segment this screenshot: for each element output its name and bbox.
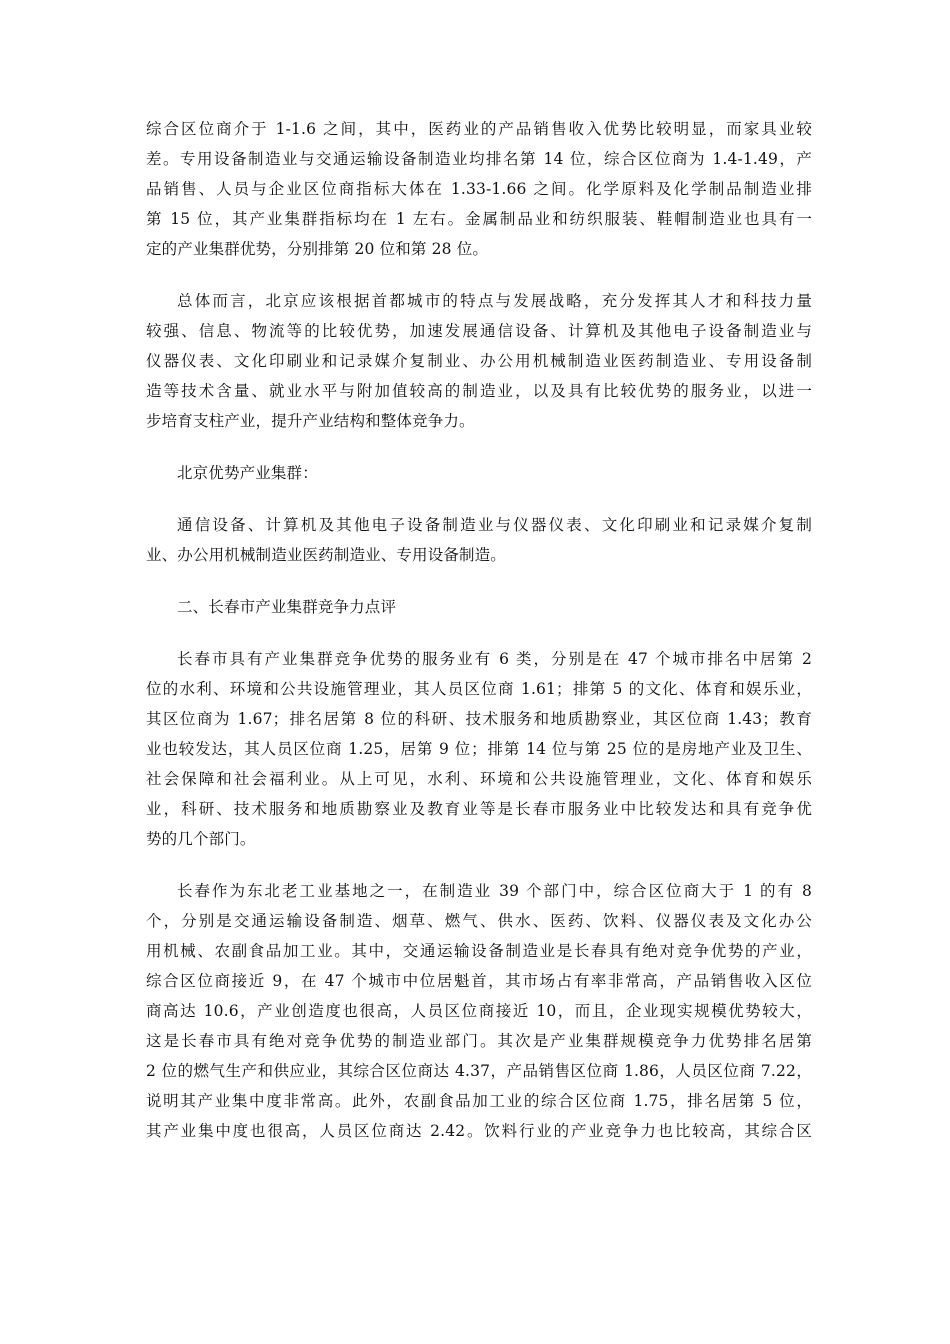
- text-line: 仪器仪表、文化印刷业和记录媒介复制业、办公用机械制造业医药制造业、专用设备制: [146, 352, 812, 370]
- paragraph-gap: [146, 488, 812, 510]
- paragraph: [146, 286, 812, 436]
- text-line: 社会保障和社会福利业。从上可见，水利、环境和公共设施管理业，文化、体育和娱乐: [146, 770, 812, 788]
- text-line: 业、办公用机械制造业医药制造业、专用设备制造。: [146, 546, 506, 564]
- text-line: 造等技术含量、就业水平与附加值较高的制造业，以及具有比较优势的服务业，以进一: [146, 382, 812, 400]
- paragraph-gap: [146, 854, 812, 876]
- text-line: 差。专用设备制造业与交通运输设备制造业均排名第 14 位，综合区位商为 1.4-1.49，产: [146, 150, 812, 168]
- text-line: 2 位的燃气生产和供应业，其综合区位商达 4.37，产品销售区位商 1.86，人员区位商 7.22，: [146, 1062, 812, 1080]
- text-line: 长春作为东北老工业基地之一，在制造业 39 个部门中，综合区位商大于 1 的有 8: [177, 882, 812, 900]
- paragraph-gap: [146, 436, 812, 458]
- text-line: 通信设备、计算机及其他电子设备制造业与仪器仪表、文化印刷业和记录媒介复制: [177, 516, 812, 534]
- text-line: 综合区位商接近 9，在 47 个城市中位居魁首，其市场占有率非常高，产品销售收入区位: [146, 972, 812, 990]
- text-line: 步培育支柱产业，提升产业结构和整体竞争力。: [146, 412, 475, 430]
- text-line: 说明其产业集中度非常高。此外，农副食品加工业的综合区位商 1.75，排名居第 5 位，: [146, 1092, 812, 1110]
- text-line: 这是长春市具有绝对竞争优势的制造业部门。其次是产业集群规模竞争力优势排名居第: [146, 1032, 812, 1050]
- paragraph-gap: [146, 570, 812, 592]
- text-line: 其产业集中度也很高，人员区位商达 2.42。饮料行业的产业竞争力也比较高，其综合区: [146, 1122, 812, 1140]
- document-page: [146, 114, 812, 1146]
- text-line: 势的几个部门。: [146, 830, 256, 848]
- text-line: 北京优势产业集群：: [177, 464, 318, 482]
- text-line: 综合区位商介于 1-1.6 之间，其中，医药业的产品销售收入优势比较明显，而家具业较: [146, 120, 812, 138]
- text-line: 定的产业集群优势，分别排第 20 位和第 28 位。: [146, 240, 489, 258]
- paragraph-gap: [146, 264, 812, 286]
- text-line: 商高达 10.6，产业创造度也很高，人员区位商接近 10，而且，企业现实规模优势较大，: [146, 1002, 812, 1020]
- text-line: 用机械、农副食品加工业。其中，交通运输设备制造业是长春具有绝对竞争优势的产业，: [146, 942, 812, 960]
- paragraph: [146, 876, 812, 1146]
- text-line: 二、长春市产业集群竞争力点评: [177, 598, 397, 616]
- paragraph: [146, 644, 812, 854]
- text-line: 其区位商为 1.67；排名居第 8 位的科研、技术服务和地质勘察业，其区位商 1.43；教育: [146, 710, 812, 728]
- text-line: 品销售、人员与企业区位商指标大体在 1.33-1.66 之间。化学原料及化学制品制造业排: [146, 180, 812, 198]
- text-line: 业，科研、技术服务和地质勘察业及教育业等是长春市服务业中比较发达和具有竞争优: [146, 800, 812, 818]
- paragraph: [146, 458, 812, 488]
- text-line: 较强、信息、物流等的比较优势，加速发展通信设备、计算机及其他电子设备制造业与: [146, 322, 812, 340]
- paragraph: [146, 114, 812, 264]
- text-line: 位的水利、环境和公共设施管理业，其人员区位商 1.61；排第 5 的文化、体育和娱乐业，: [146, 680, 812, 698]
- paragraph-gap: [146, 622, 812, 644]
- paragraph: [146, 510, 812, 570]
- text-line: 长春市具有产业集群竞争优势的服务业有 6 类，分别是在 47 个城市排名中居第 2: [177, 650, 812, 668]
- text-line: 业也较发达，其人员区位商 1.25，居第 9 位；排第 14 位与第 25 位的是房地产业及卫生、: [146, 740, 812, 758]
- text-line: 总体而言，北京应该根据首都城市的特点与发展战略，充分发挥其人才和科技力量: [177, 292, 812, 310]
- section-heading: [146, 592, 812, 622]
- text-line: 第 15 位，其产业集群指标均在 1 左右。金属制品业和纺织服装、鞋帽制造业也具有一: [146, 210, 812, 228]
- text-line: 个，分别是交通运输设备制造、烟草、燃气、供水、医药、饮料、仪器仪表及文化办公: [146, 912, 812, 930]
